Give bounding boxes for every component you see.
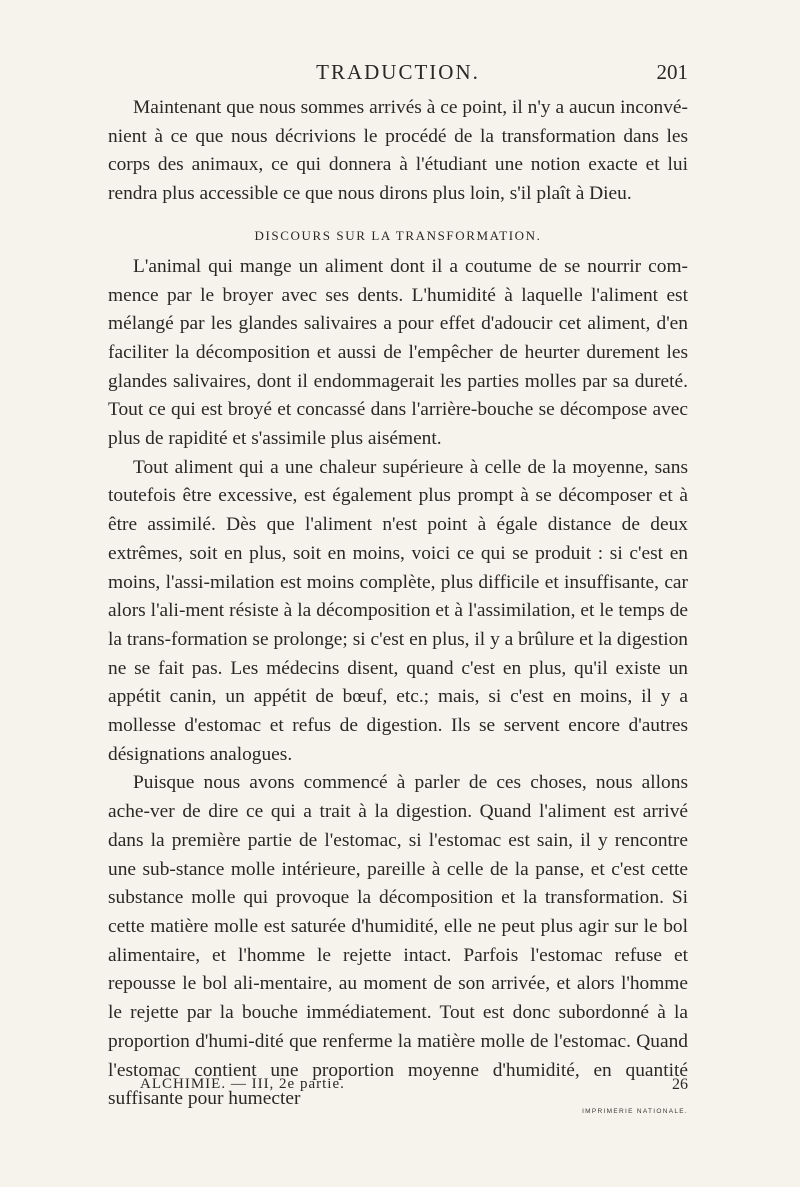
page-number: 201 xyxy=(656,60,688,84)
section-heading: DISCOURS SUR LA TRANSFORMATION. xyxy=(254,227,542,243)
signature-number: 26 xyxy=(672,1076,688,1093)
paragraph-heat: Tout aliment qui a une chaleur supérieure à celle de la moyenne, sans toutefois être excessive, est également plus prompt à se décomposer et à être assimilé. Dès que l'aliment n'est point à égale distance de deux extrêmes, soit en plus, soit en moins, voici ce qui se produit : si c'est en moins, l'assi-milation est moins complète, plus difficile et insuffisante, car alors l'ali-ment résiste à la décomposition et à l'assimilation, et le temps de la trans-formation se prolonge; si c'est en plus, il y a brûlure et la digestion ne se fait pas. Les médecins disent, quand c'est en plus, qu'il existe un appétit canin, un appétit de bœuf, etc.; mais, si c'est en moins, il y a mollesse d'estomac et refus de digestion. Ils se servent encore d'autres désignations analogues. xyxy=(108,456,688,765)
running-head xyxy=(108,60,688,90)
printer-mark: IMPRIMERIE NATIONALE. xyxy=(582,1108,688,1115)
paragraph-stomach: Puisque nous avons commencé à parler de ces choses, nous allons ache-ver de dire ce qui a trait à la digestion. Quand l'aliment est arrivé dans la première partie de l'estomac, si l'estomac est sain, il y rencontre une sub-stance molle intérieure, pareille à celle de la panse, et c'est cette substance molle qui provoque la décomposition et la transformation. Si cette matière molle est saturée d'humidité, elle ne peut plus agir sur le bol alimentaire, et l'homme le rejette intact. Parfois l'estomac refuse et repousse le bol ali-mentaire, au moment de son arrivée, et alors l'homme le rejette par la bouche immédiatement. Tout est donc subordonné à la proportion d'humi-dité que renferme la matière molle de l'estomac. Quand l'estomac contient une proportion moyenne d'humidité, en quantité suffisante pour humecter xyxy=(108,772,688,1110)
paragraph-intro: Maintenant que nous sommes arrivés à ce point, il n'y a aucun inconvé-nient à ce que nous décrivions le procédé de la transformation dans les corps des animaux, ce qui donnera à l'étudiant une notion exacte et lui rendra plus accessible ce que nous dirons plus loin, s'il plaît à Dieu. xyxy=(108,97,688,205)
paragraph-chewing: L'animal qui mange un aliment dont il a coutume de se nourrir com-mence par le broyer avec ses dents. L'humidité à laquelle l'aliment est mélangé par les glandes salivaires a pour effet d'adoucir cet aliment, d'en faciliter la décomposition et aussi de l'empêcher de heurter durement les glandes salivaires, dont il endommagerait les parties molles par sa dureté. Tout ce qui est broyé et concassé dans l'arrière-bouche se décompose avec plus de rapidité et s'assimile plus aisément. xyxy=(108,255,688,450)
main-text xyxy=(108,94,688,1114)
footer-signature xyxy=(140,1076,688,1102)
running-head-title: TRADUCTION. xyxy=(316,60,480,84)
signature-label: ALCHIMIE. — III, 2e partie. xyxy=(140,1076,345,1092)
